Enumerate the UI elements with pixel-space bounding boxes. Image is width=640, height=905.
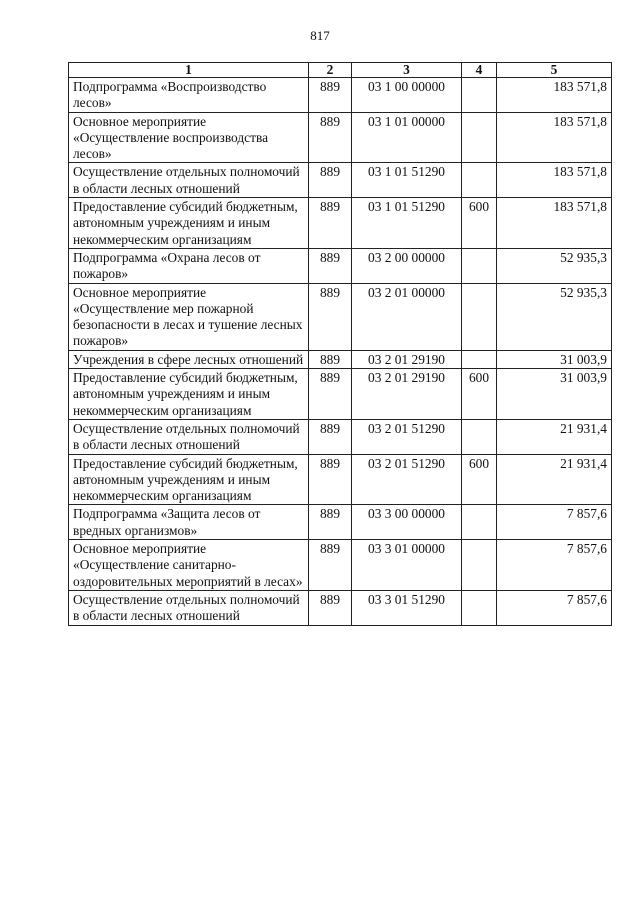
cell-sum: 183 571,8: [497, 163, 612, 198]
cell-csr: 03 3 00 00000: [352, 505, 462, 540]
column-header-2: 2: [309, 63, 352, 78]
table-row: [69, 540, 612, 591]
cell-name: Предоставление субсидий бюджетным, автономным учреждениям и иным некоммерческим организациям: [69, 198, 309, 249]
table-row: [69, 350, 612, 368]
budget-table: [68, 62, 612, 626]
cell-ved: 889: [309, 283, 352, 350]
cell-sum: 31 003,9: [497, 369, 612, 420]
table-row: [69, 505, 612, 540]
cell-vr: [462, 163, 497, 198]
cell-ved: 889: [309, 505, 352, 540]
cell-ved: 889: [309, 163, 352, 198]
cell-name: Предоставление субсидий бюджетным, автономным учреждениям и иным некоммерческим организациям: [69, 369, 309, 420]
cell-csr: 03 1 01 51290: [352, 198, 462, 249]
cell-sum: 7 857,6: [497, 590, 612, 625]
column-header-1: 1: [69, 63, 309, 78]
cell-vr: [462, 283, 497, 350]
cell-csr: 03 2 01 51290: [352, 419, 462, 454]
cell-name: Осуществление отдельных полномочий в области лесных отношений: [69, 590, 309, 625]
cell-name: Основное мероприятие «Осуществление санитарно-оздоровительных мероприятий в лесах»: [69, 540, 309, 591]
cell-csr: 03 3 01 51290: [352, 590, 462, 625]
cell-ved: 889: [309, 369, 352, 420]
cell-name: Предоставление субсидий бюджетным, автономным учреждениям и иным некоммерческим организациям: [69, 454, 309, 505]
cell-sum: 7 857,6: [497, 505, 612, 540]
cell-ved: 889: [309, 350, 352, 368]
cell-sum: 183 571,8: [497, 78, 612, 113]
cell-vr: 600: [462, 454, 497, 505]
table-row: [69, 419, 612, 454]
table-row: [69, 454, 612, 505]
cell-ved: 889: [309, 419, 352, 454]
cell-name: Осуществление отдельных полномочий в области лесных отношений: [69, 163, 309, 198]
cell-ved: 889: [309, 540, 352, 591]
cell-name: Основное мероприятие «Осуществление воспроизводства лесов»: [69, 112, 309, 163]
cell-name: Осуществление отдельных полномочий в области лесных отношений: [69, 419, 309, 454]
cell-csr: 03 1 01 51290: [352, 163, 462, 198]
cell-vr: [462, 112, 497, 163]
cell-name: Подпрограмма «Защита лесов от вредных организмов»: [69, 505, 309, 540]
cell-sum: 7 857,6: [497, 540, 612, 591]
cell-sum: 52 935,3: [497, 283, 612, 350]
cell-vr: [462, 540, 497, 591]
cell-ved: 889: [309, 112, 352, 163]
page-number: 817: [310, 28, 330, 43]
cell-sum: 183 571,8: [497, 112, 612, 163]
cell-ved: 889: [309, 248, 352, 283]
cell-vr: 600: [462, 369, 497, 420]
cell-vr: [462, 350, 497, 368]
cell-ved: 889: [309, 590, 352, 625]
cell-csr: 03 2 01 29190: [352, 350, 462, 368]
table-row: [69, 198, 612, 249]
table-row: [69, 283, 612, 350]
cell-csr: 03 3 01 00000: [352, 540, 462, 591]
cell-ved: 889: [309, 198, 352, 249]
cell-sum: 183 571,8: [497, 198, 612, 249]
cell-csr: 03 2 01 29190: [352, 369, 462, 420]
column-header-4: 4: [462, 63, 497, 78]
cell-name: Основное мероприятие «Осуществление мер пожарной безопасности в лесах и тушение лесных пожаров»: [69, 283, 309, 350]
cell-sum: 21 931,4: [497, 419, 612, 454]
cell-csr: 03 1 01 00000: [352, 112, 462, 163]
cell-name: Подпрограмма «Воспроизводство лесов»: [69, 78, 309, 113]
cell-name: Учреждения в сфере лесных отношений: [69, 350, 309, 368]
cell-sum: 21 931,4: [497, 454, 612, 505]
cell-vr: [462, 505, 497, 540]
table-header-row: [69, 63, 612, 78]
cell-vr: 600: [462, 198, 497, 249]
table-row: [69, 78, 612, 113]
cell-vr: [462, 78, 497, 113]
cell-ved: 889: [309, 454, 352, 505]
table-row: [69, 112, 612, 163]
cell-csr: 03 2 01 51290: [352, 454, 462, 505]
column-header-3: 3: [352, 63, 462, 78]
column-header-5: 5: [497, 63, 612, 78]
cell-vr: [462, 419, 497, 454]
cell-name: Подпрограмма «Охрана лесов от пожаров»: [69, 248, 309, 283]
cell-sum: 52 935,3: [497, 248, 612, 283]
table-row: [69, 369, 612, 420]
cell-sum: 31 003,9: [497, 350, 612, 368]
table-row: [69, 163, 612, 198]
cell-csr: 03 2 01 00000: [352, 283, 462, 350]
cell-vr: [462, 590, 497, 625]
cell-csr: 03 1 00 00000: [352, 78, 462, 113]
cell-vr: [462, 248, 497, 283]
table-row: [69, 590, 612, 625]
cell-ved: 889: [309, 78, 352, 113]
table-row: [69, 248, 612, 283]
cell-csr: 03 2 00 00000: [352, 248, 462, 283]
